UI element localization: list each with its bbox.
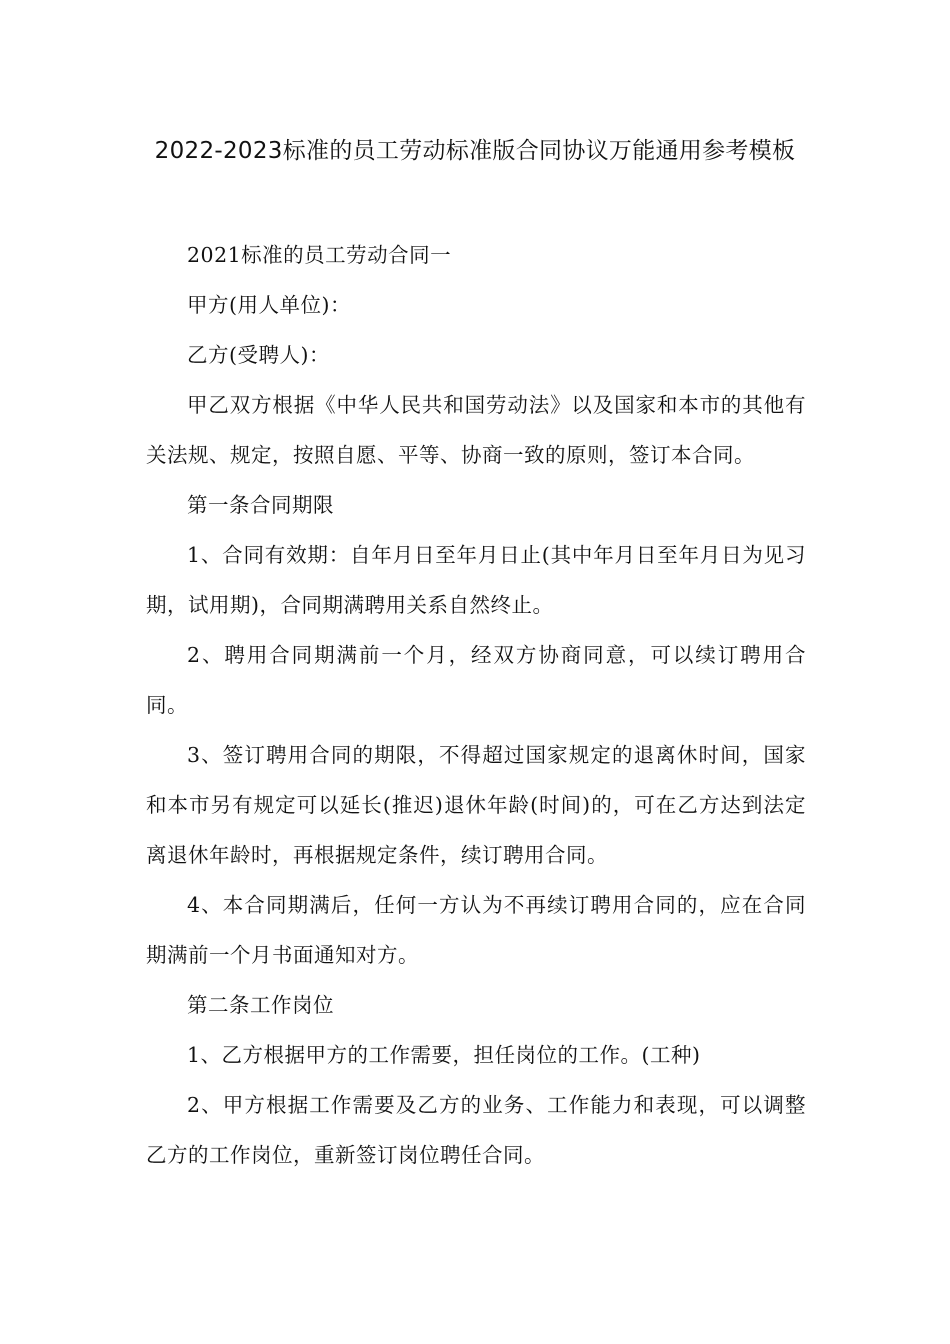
- document-title: 2022-2023标准的员工劳动标准版合同协议万能通用参考模板: [154, 138, 796, 164]
- article-2-clause-1: 1、乙方根据甲方的工作需要，担任岗位的工作。(工种): [187, 1043, 701, 1067]
- document-body: [146, 230, 806, 1180]
- article-1-clause-2: 2、聘用合同期满前一个月，经双方协商同意，可以续订聘用合同。: [146, 643, 806, 717]
- article-2-clause-2: 2、甲方根据工作需要及乙方的业务、工作能力和表现，可以调整乙方的工作岗位，重新签订岗位聘任合同。: [146, 1093, 806, 1167]
- article-2-heading: 第二条工作岗位: [187, 993, 334, 1017]
- party-b-line: 乙方(受聘人)：: [187, 343, 330, 367]
- party-a-line: 甲方(用人单位)：: [187, 293, 351, 317]
- article-1-clause-3: 3、签订聘用合同的期限，不得超过国家规定的退离休时间，国家和本市另有规定可以延长(推迟)退休年龄(时间)的，可在乙方达到法定离退休年龄时，再根据规定条件，续订聘用合同。: [146, 743, 806, 867]
- article-1-clause-1: 1、合同有效期：自年月日至年月日止(其中年月日至年月日为见习期，试用期)，合同期满聘用关系自然终止。: [146, 543, 806, 617]
- preamble-paragraph: 甲乙双方根据《中华人民共和国劳动法》以及国家和本市的其他有关法规、规定，按照自愿、平等、协商一致的原则，签订本合同。: [146, 393, 806, 467]
- article-1-heading: 第一条合同期限: [187, 493, 334, 517]
- article-1-clause-4: 4、本合同期满后，任何一方认为不再续订聘用合同的，应在合同期满前一个月书面通知对方。: [146, 893, 806, 967]
- contract-heading: 2021标准的员工劳动合同一: [187, 243, 452, 267]
